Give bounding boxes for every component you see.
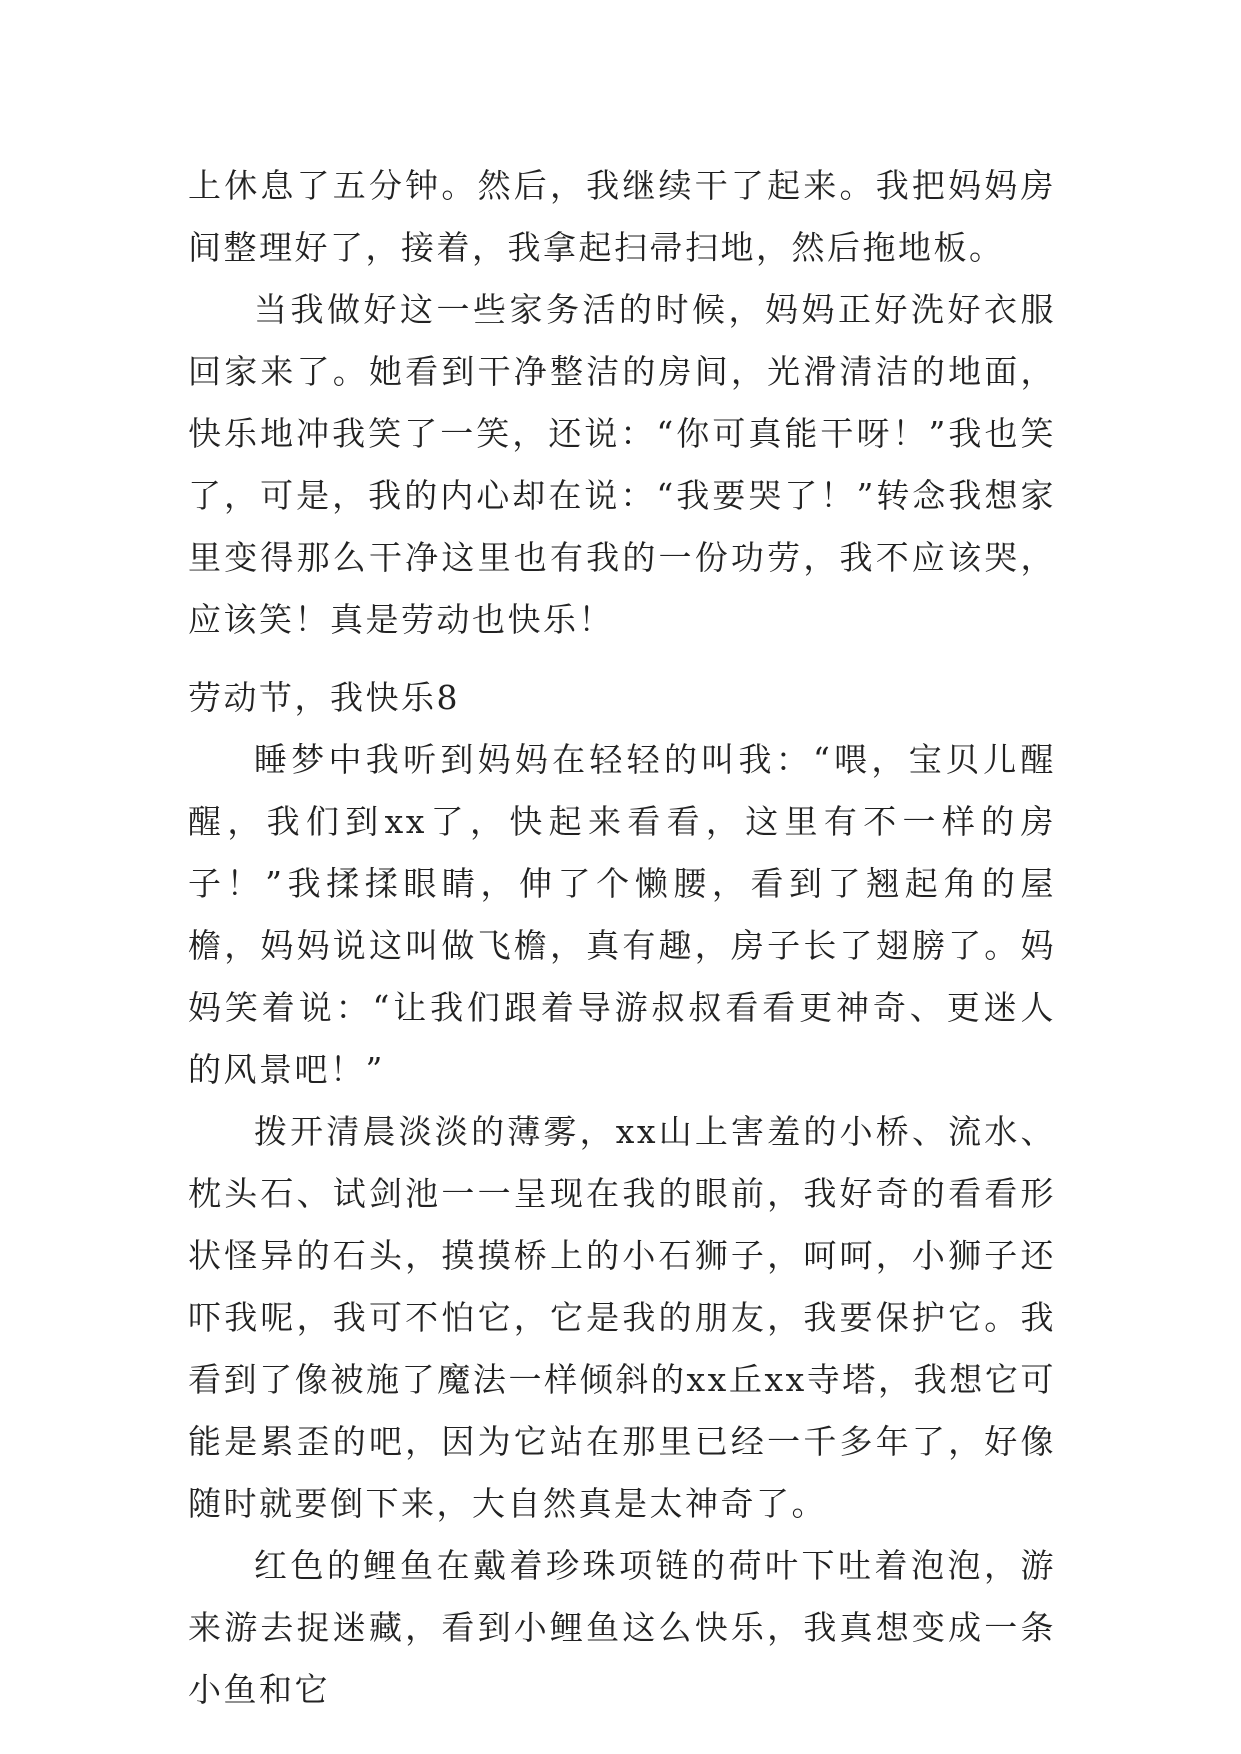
section-title: 劳动节，我快乐8 xyxy=(188,678,460,717)
paragraph: 拨开清晨淡淡的薄雾，xx山上害羞的小桥、流水、枕头石、试剑池一一呈现在我的眼前，我好奇的看看形状怪异的石头，摸摸桥上的小石狮子，呵呵，小狮子还吓我呢，我可不怕它，它是我的朋友，我要保护它。我看到了像被施了魔法一样倾斜的xx丘xx寺塔，我想它可能是累歪的吧，因为它站在那里已经一千多年了，好像随时就要倒下来，大自然真是太神奇了。 xyxy=(188,1112,1056,1523)
paragraph: 睡梦中我听到妈妈在轻轻的叫我：“喂，宝贝儿醒醒，我们到xx了，快起来看看，这里有不一样的房子！”我揉揉眼睛，伸了个懒腰，看到了翘起角的屋檐，妈妈说这叫做飞檐，真有趣，房子长了翅膀了。妈妈笑着说：“让我们跟着导游叔叔看看更神奇、更迷人的风景吧！” xyxy=(188,740,1056,1089)
paragraph: 红色的鲤鱼在戴着珍珠项链的荷叶下吐着泡泡，游来游去捉迷藏，看到小鲤鱼这么快乐，我真想变成一条小鱼和它 xyxy=(188,1546,1056,1709)
continuation-paragraph: 上休息了五分钟。然后，我继续干了起来。我把妈妈房间整理好了，接着，我拿起扫帚扫地，然后拖地板。 xyxy=(188,166,1056,267)
paragraph: 当我做好这一些家务活的时候，妈妈正好洗好衣服回家来了。她看到干净整洁的房间，光滑清洁的地面，快乐地冲我笑了一笑，还说：“你可真能干呀！”我也笑了，可是，我的内心却在说：“我要哭了！”转念我想家里变得那么干净这里也有我的一份功劳，我不应该哭，应该笑！真是劳动也快乐！ xyxy=(188,290,1056,639)
text-block-section xyxy=(188,667,1056,1721)
text-block-top xyxy=(188,155,1056,651)
